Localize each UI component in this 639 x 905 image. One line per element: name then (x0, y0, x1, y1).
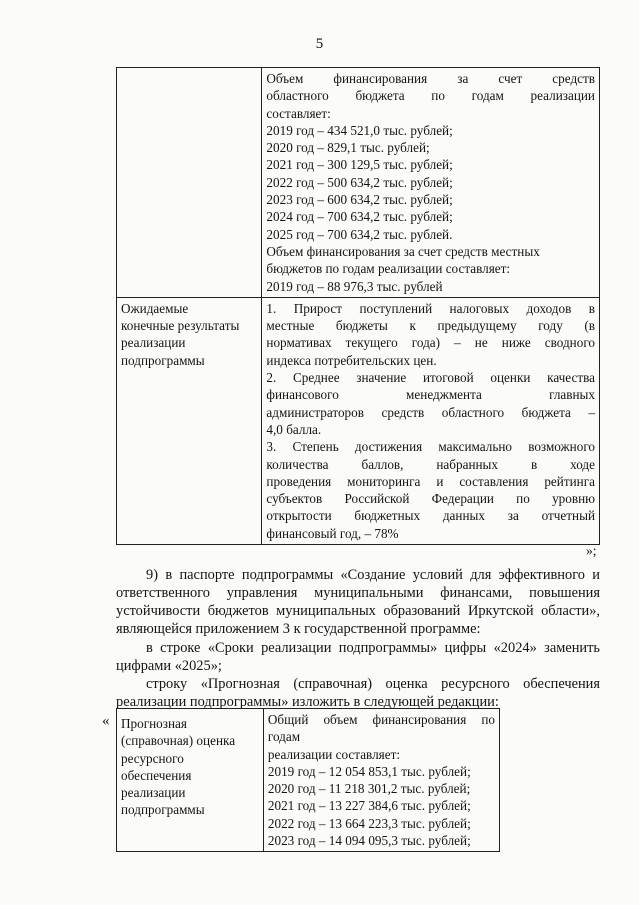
text-line: строку «Прогнозная (справочная) оценка ресурсного обеспечения (146, 676, 600, 692)
total-year-2021: 2021 год – 13 227 384,6 тыс. рублей; (267, 798, 471, 814)
funding-sources-cell (262, 68, 600, 298)
text-line: субъектов Российской Федерации по уровню (266, 491, 595, 507)
row-label-cell (117, 297, 262, 544)
text-line: финансовый год, – 78% (266, 525, 399, 541)
paragraph-item-9 (116, 566, 600, 638)
text-line: 1. Прирост поступлений налоговых доходов в (266, 300, 595, 316)
total-year-2023: 2023 год – 14 094 095,3 тыс. рублей; (267, 833, 471, 849)
text-line: 9) в паспорте подпрограммы «Создание условий для эффективного и (146, 567, 600, 583)
text-line: 2. Среднее значение итоговой оценки качества (266, 370, 595, 386)
text-line: нормативах текущего года) – не ниже сводного (266, 335, 595, 351)
text-line: 4,0 балла. (266, 421, 322, 437)
text-line: Объем финансирования за счет средств местных (266, 243, 540, 259)
row-label-line: обеспечения (121, 767, 192, 783)
row-label-line: реализации (121, 335, 186, 351)
funding-year-2025: 2025 год – 700 634,2 тыс. рублей. (266, 226, 453, 242)
text-line: открытости бюджетных данных за отчетный (266, 508, 595, 524)
text-line: ответственного управления муниципальными финансами, повышения (116, 585, 600, 601)
total-year-2022: 2022 год – 13 664 223,3 тыс. рублей; (267, 815, 471, 831)
text-line: в строке «Сроки реализации подпрограммы» цифры «2024» заменить (146, 640, 600, 656)
row-label-cell (117, 709, 264, 852)
total-year-2020: 2020 год – 11 218 301,2 тыс. рублей; (267, 781, 471, 797)
text-line: местные бюджеты к предыдущему году (в (266, 318, 595, 334)
row-label-cell (117, 68, 262, 298)
text-line: финансового менеджмента главных (266, 387, 595, 403)
funding-year-2022: 2022 год – 500 634,2 тыс. рублей; (266, 174, 453, 190)
expected-results-cell (262, 297, 600, 544)
paragraph-new-edition (116, 675, 600, 711)
table-row (117, 68, 600, 298)
opening-quote-mark: « (102, 713, 110, 729)
text-line: являющейся приложением 3 к государственной программе: (116, 621, 481, 637)
text-line: 3. Степень достижения максимально возможного (266, 439, 595, 455)
text-line: индекса потребительских цен. (266, 352, 437, 368)
local-funding-2019: 2019 год – 88 976,3 тыс. рублей (266, 278, 443, 294)
table-row (117, 709, 500, 852)
text-line: устойчивости бюджетов муниципальных образований Иркутской области», (116, 603, 600, 619)
funding-table (116, 67, 600, 545)
text-line: Общий объем финансирования по годам (267, 712, 495, 745)
paragraph-replace-dates (116, 639, 600, 675)
row-label-line: конечные результаты (121, 318, 240, 334)
text-line: цифрами «2025»; (116, 658, 222, 674)
text-line: составляет: (266, 105, 331, 121)
text-line: количества баллов, набранных в ходе (266, 456, 595, 472)
funding-year-2020: 2020 год – 829,1 тыс. рублей; (266, 140, 430, 156)
text-line: реализации составляет: (267, 746, 401, 762)
row-label-line: подпрограммы (121, 352, 205, 368)
funding-year-2024: 2024 год – 700 634,2 тыс. рублей; (266, 209, 453, 225)
text-line: реализации подпрограммы» изложить в следующей редакции: (116, 694, 499, 710)
text-line: Объем финансирования за счет средств (266, 71, 595, 86)
row-label-line: (справочная) оценка (121, 733, 236, 749)
total-funding-cell (263, 709, 499, 852)
funding-year-2019: 2019 год – 434 521,0 тыс. рублей; (266, 122, 453, 138)
row-label-line: подпрограммы (121, 802, 205, 818)
row-label-line: Ожидаемые (121, 300, 189, 316)
page-number: 5 (315, 36, 324, 52)
row-label-line: Прогнозная (121, 716, 187, 731)
text-line: администраторов средств областного бюджета – (266, 404, 595, 420)
row-label-line: реализации (121, 785, 186, 801)
row-label-line: ресурсного (121, 750, 184, 766)
text-line: областного бюджета по годам реализации (266, 88, 595, 104)
funding-year-2023: 2023 год – 600 634,2 тыс. рублей; (266, 192, 453, 208)
table-row (117, 297, 600, 544)
total-year-2019: 2019 год – 12 054 853,1 тыс. рублей; (267, 763, 471, 779)
resource-estimate-table (116, 708, 500, 852)
closing-quote-mark: »; (586, 543, 597, 558)
text-line: проведения мониторинга и составления рейтинга (266, 473, 595, 489)
text-line: бюджетов по годам реализации составляет: (266, 261, 511, 277)
funding-year-2021: 2021 год – 300 129,5 тыс. рублей; (266, 157, 453, 173)
